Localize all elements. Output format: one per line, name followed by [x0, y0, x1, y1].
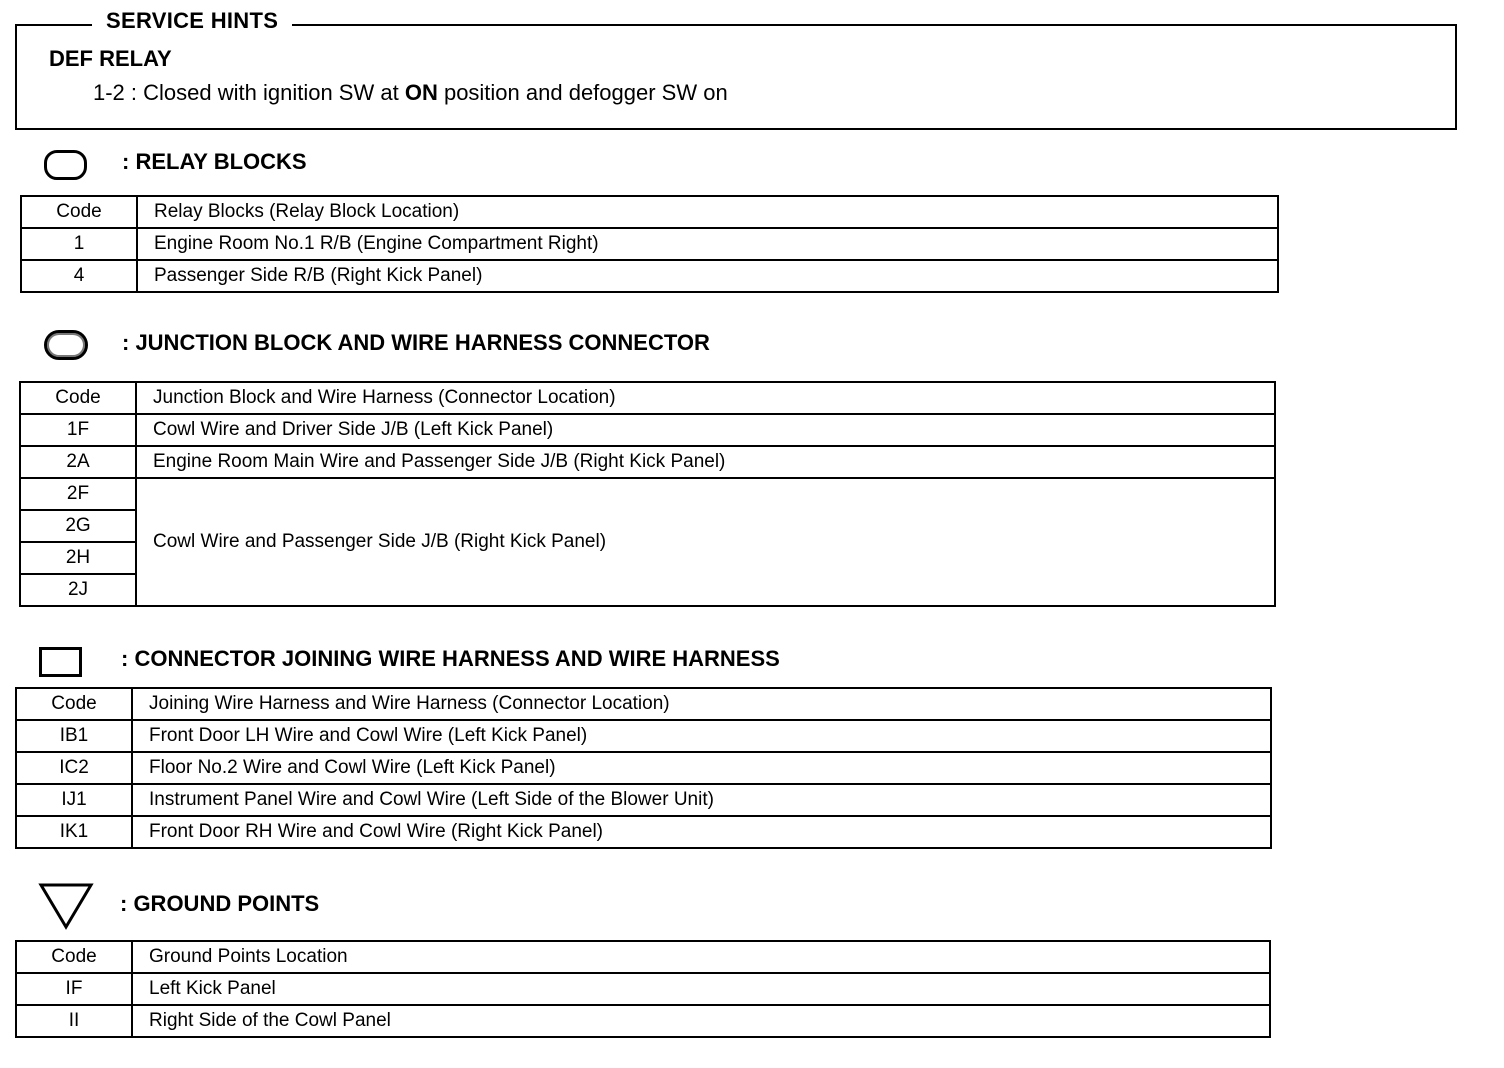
code-cell: IB1 [16, 720, 132, 752]
table-header-row [16, 688, 1271, 720]
code-cell: IF [16, 973, 132, 1005]
code-header: Code [20, 382, 136, 414]
service-hints-title: SERVICE HINTS [92, 8, 292, 34]
code-cell: IC2 [16, 752, 132, 784]
desc-cell: Front Door RH Wire and Cowl Wire (Right Kick Panel) [132, 816, 1271, 848]
code-cell: 2A [20, 446, 136, 478]
desc-header: Junction Block and Wire Harness (Connector Location) [136, 382, 1275, 414]
desc-cell: Left Kick Panel [132, 973, 1270, 1005]
table-row [16, 720, 1271, 752]
code-header: Code [21, 196, 137, 228]
table-header-row [16, 941, 1270, 973]
junction-blocks-table [19, 381, 1276, 607]
desc-cell: Passenger Side R/B (Right Kick Panel) [137, 260, 1278, 292]
code-header: Code [16, 941, 132, 973]
desc-cell: Cowl Wire and Driver Side J/B (Left Kick Panel) [136, 414, 1275, 446]
desc-cell-merged: Cowl Wire and Passenger Side J/B (Right Kick Panel) [136, 478, 1275, 606]
table-row [16, 1005, 1270, 1037]
code-cell: 2F [20, 478, 136, 510]
connectors-heading: : CONNECTOR JOINING WIRE HARNESS AND WIRE HARNESS [121, 646, 780, 671]
connector-symbol-icon [39, 647, 82, 677]
table-header-row [21, 196, 1278, 228]
code-cell: 1 [21, 228, 137, 260]
code-cell: II [16, 1005, 132, 1037]
condition-text-b: position and defogger SW on [443, 80, 728, 105]
table-row [20, 478, 1275, 510]
desc-cell: Engine Room No.1 R/B (Engine Compartment Right) [137, 228, 1278, 260]
table-row [16, 752, 1271, 784]
table-row [16, 816, 1271, 848]
def-relay-condition [93, 80, 728, 106]
code-cell: 2J [20, 574, 136, 606]
desc-cell: Right Side of the Cowl Panel [132, 1005, 1270, 1037]
code-cell: 4 [21, 260, 137, 292]
desc-cell: Engine Room Main Wire and Passenger Side J/B (Right Kick Panel) [136, 446, 1275, 478]
table-row [21, 260, 1278, 292]
code-cell: 1F [20, 414, 136, 446]
code-cell: 2G [20, 510, 136, 542]
code-cell: IJ1 [16, 784, 132, 816]
condition-text-a: : Closed with ignition SW at [130, 80, 399, 105]
desc-header: Joining Wire Harness and Wire Harness (Connector Location) [132, 688, 1271, 720]
ground-points-table [15, 940, 1271, 1038]
desc-cell: Floor No.2 Wire and Cowl Wire (Left Kick Panel) [132, 752, 1271, 784]
condition-bold-word: ON [404, 80, 438, 105]
ground-point-triangle-icon [38, 882, 94, 930]
table-row [16, 784, 1271, 816]
table-row [20, 414, 1275, 446]
pin-numbers: 1-2 [93, 80, 125, 105]
relay-blocks-heading: : RELAY BLOCKS [122, 149, 307, 174]
connectors-table [15, 687, 1272, 849]
junction-blocks-heading: : JUNCTION BLOCK AND WIRE HARNESS CONNECTOR [122, 330, 710, 355]
table-row [20, 446, 1275, 478]
desc-cell: Instrument Panel Wire and Cowl Wire (Left Side of the Blower Unit) [132, 784, 1271, 816]
relay-block-symbol-icon [44, 150, 87, 180]
relay-blocks-table [20, 195, 1279, 293]
service-hints-box [15, 24, 1457, 130]
junction-block-symbol-icon [44, 330, 88, 360]
table-header-row [20, 382, 1275, 414]
desc-header: Ground Points Location [132, 941, 1270, 973]
desc-header: Relay Blocks (Relay Block Location) [137, 196, 1278, 228]
table-row [21, 228, 1278, 260]
ground-points-heading: : GROUND POINTS [120, 891, 320, 916]
code-cell: IK1 [16, 816, 132, 848]
code-cell: 2H [20, 542, 136, 574]
code-header: Code [16, 688, 132, 720]
def-relay-title: DEF RELAY [49, 46, 172, 71]
table-row [16, 973, 1270, 1005]
desc-cell: Front Door LH Wire and Cowl Wire (Left Kick Panel) [132, 720, 1271, 752]
